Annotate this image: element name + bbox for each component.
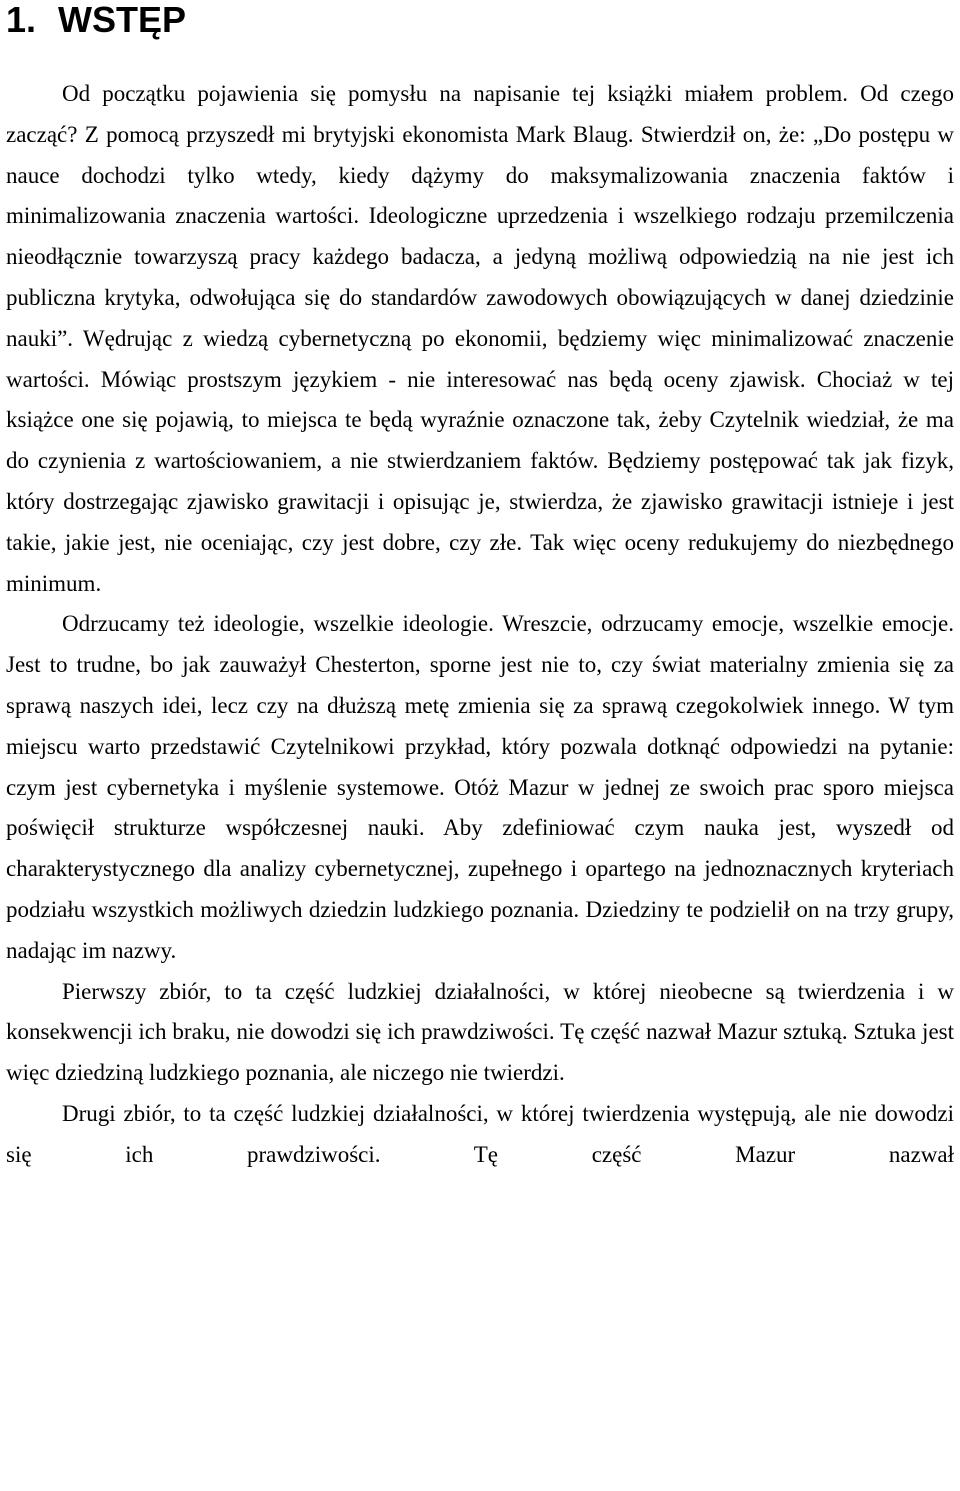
paragraph-2: Odrzucamy też ideologie, wszelkie ideologie. Wreszcie, odrzucamy emocje, wszelkie emocje. Jest to trudne, bo jak zauważył Chesterton, sporne jest nie to, czy świat materialny zmienia się za sprawą naszych idei, lecz czy na dłuższą metę zmienia się za sprawą czegokolwiek innego. W tym miejscu warto przedstawić Czytelnikowi przykład, który pozwala dotknąć odpowiedzi na pytanie: czym jest cybernetyka i myślenie systemowe. Otóż Mazur w jednej ze swoich prac sporo miejsca poświęcił strukturze współczesnej nauki. Aby zdefiniować czym nauka jest, wyszedł od charakterystycznego dla analizy cybernetycznej, zupełnego i opartego na jednoznacznych kryteriach podziału wszystkich możliwych dziedzin ludzkiego poznania. Dziedziny te podzielił on na trzy grupy, nadając im nazwy. (6, 611, 954, 963)
paragraph-1: Od początku pojawienia się pomysłu na napisanie tej książki miałem problem. Od czego zacząć? Z pomocą przyszedł mi brytyjski ekonomista Mark Blaug. Stwierdził on, że: „Do postępu w nauce dochodzi tylko wtedy, kiedy dążymy do maksymalizowania znaczenia faktów i minimalizowania znaczenia wartości. Ideologiczne uprzedzenia i wszelkiego rodzaju przemilczenia nieodłącznie towarzyszą pracy każdego badacza, a jedyną możliwą odpowiedzią na nie jest ich publiczna krytyka, odwołująca się do standardów zawodowych obowiązujących w danej dziedzinie nauki”. Wędrując z wiedzą cybernetyczną po ekonomii, będziemy więc minimalizować znaczenie wartości. Mówiąc prostszym językiem - nie interesować nas będą oceny zjawisk. Chociaż w tej książce one się pojawią, to miejsca te będą wyraźnie oznaczone tak, żeby Czytelnik wiedział, że ma do czynienia z wartościowaniem, a nie stwierdzaniem faktów. Będziemy postępować tak jak fizyk, który dostrzegając zjawisko grawitacji i opisując je, stwierdza, że zjawisko grawitacji istnieje i jest takie, jakie jest, nie oceniając, czy jest dobre, czy złe. Tak więc oceny redukujemy do niezbędnego minimum. (6, 81, 954, 596)
chapter-body (6, 74, 954, 1176)
chapter-number: 1. (6, 0, 37, 40)
paragraph-3: Pierwszy zbiór, to ta część ludzkiej działalności, w której nieobecne są twierdzenia i w konsekwencji ich braku, nie dowodzi się ich prawdziwości. Tę część nazwał Mazur sztuką. Sztuka jest więc dziedziną ludzkiego poznania, ale niczego nie twierdzi. (6, 978, 954, 1086)
paragraph-4: Drugi zbiór, to ta część ludzkiej działalności, w której twierdzenia występują, ale nie dowodzi się ich prawdziwości. Tę część Mazur nazwał (6, 1100, 954, 1167)
chapter-heading (6, 0, 186, 40)
chapter-title: WSTĘP (58, 0, 187, 40)
